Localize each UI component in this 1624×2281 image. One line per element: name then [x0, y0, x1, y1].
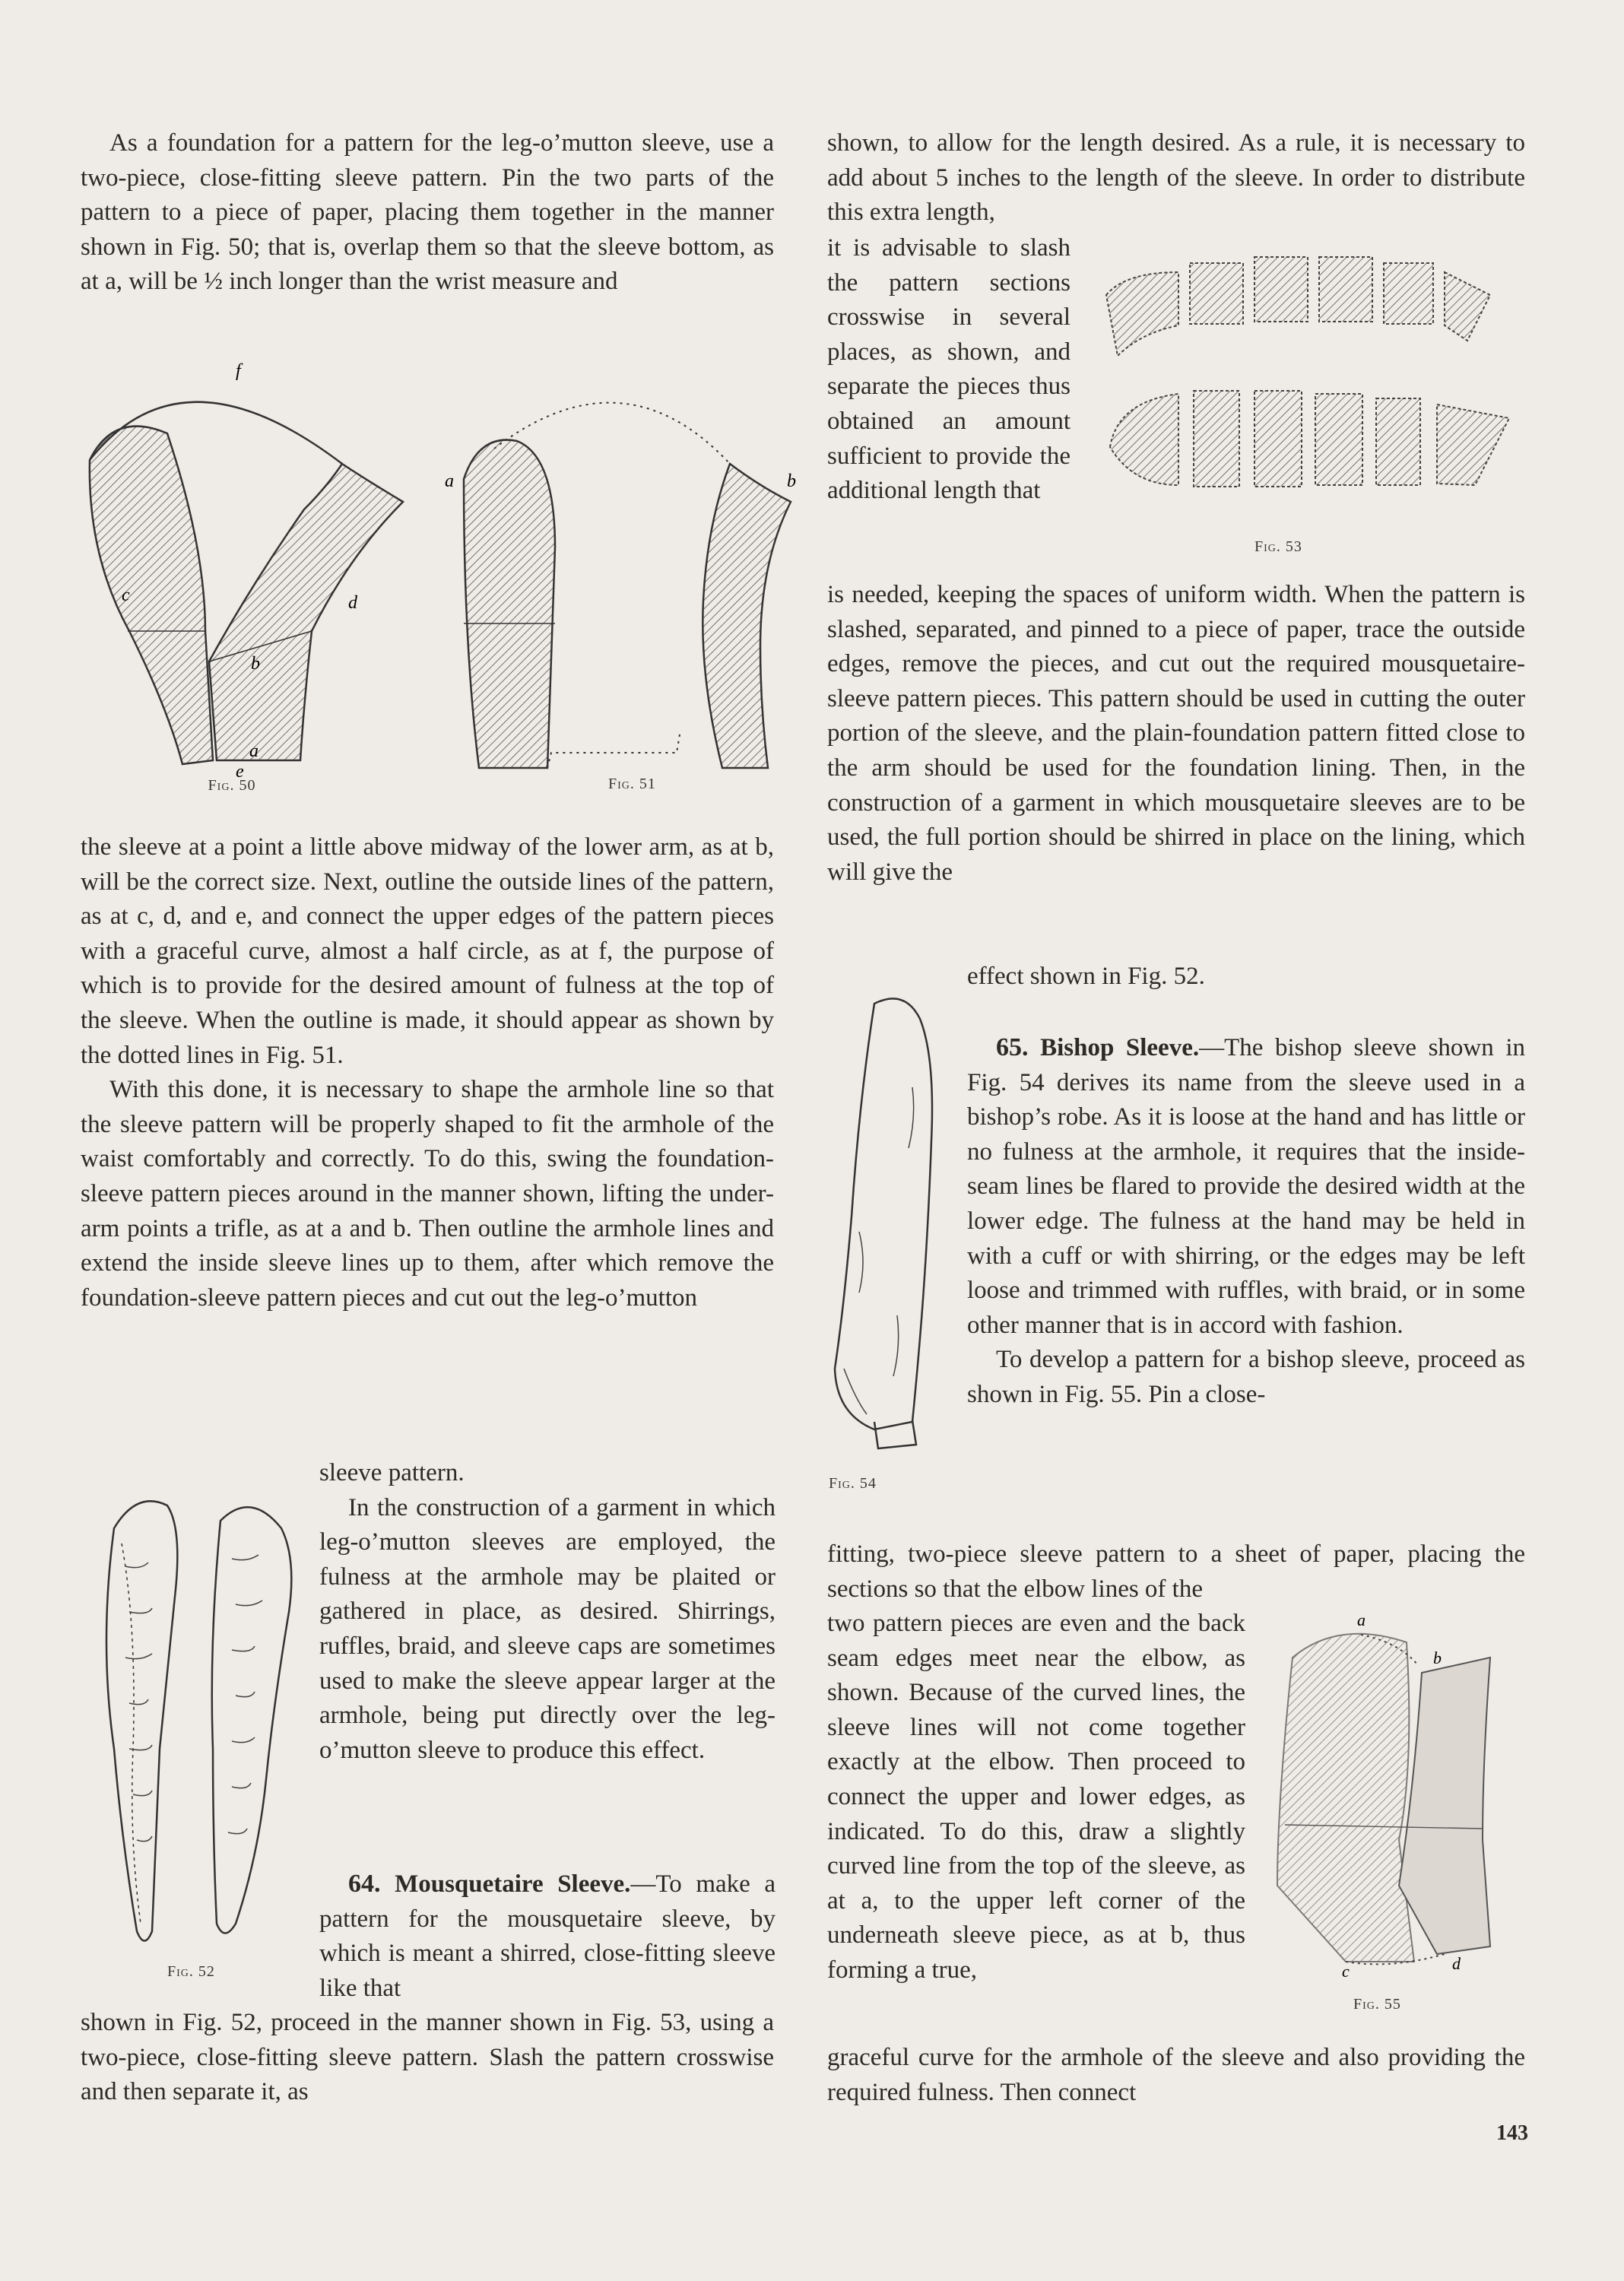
right-paragraph-2-narrow — [827, 1607, 1245, 1988]
bishop-develop-narrow: two pattern pieces are even and the back seam edges meet near the elbow, as shown. Because of the curved lines, the sleeve lines will not come together exactly at the elbow. Then proceed to connect the upper and lower edges, as indicated. To do this, draw a slightly curved line from the top of the sleeve, as at a, to the upper left corner of the underneath sleeve piece, as at b, thus forming a true, — [827, 1610, 1245, 1984]
section-64-text: —To make a pattern for the mousquetaire sleeve, by which is meant a shirred, close-fitting sleeve like that — [319, 1870, 776, 2002]
effect-text: effect shown in Fig. 52. — [967, 963, 1205, 990]
fig52-caption: Fig. 52 — [167, 1963, 215, 1980]
figure-55 — [1262, 1612, 1521, 2013]
fig50-under-piece — [209, 464, 403, 760]
bishop-develop-start: To develop a pattern for a bishop sleeve, proceed as shown in Fig. 55. Pin a close- — [967, 1346, 1525, 1408]
section-65-number: 65. — [996, 1033, 1029, 1061]
section-64-cont-text: shown in Fig. 52, proceed in the manner shown in Fig. 53, using a two-piece, close-fitting sleeve pattern. Slash the pattern crosswise and then separate it, as — [81, 2009, 774, 2106]
figure-52 — [68, 1475, 312, 1980]
fig55-caption: Fig. 55 — [1353, 1996, 1401, 2013]
left-paragraph-3-end — [319, 1456, 776, 1768]
intro-text: As a foundation for a pattern for the leg-o’mutton sleeve, use a two-piece, close-fitting sleeve pattern. Pin the two parts of the pattern to a piece of paper, placing them together in the manner shown in Fig. 50; that is, overlap them so that the sleeve bottom, as at a, will be ½ inch longer than the wrist measure and — [81, 129, 774, 296]
fig51-under-piece — [703, 464, 791, 768]
slash-text: it is advisable to slash the pattern sections crosswise in several places, as shown, and separate the pieces thus obtained an amount sufficient to provide the additional length that — [827, 234, 1071, 505]
section-65-paragraph — [967, 1030, 1525, 1343]
fig51-label-b: b — [787, 471, 796, 491]
section-64-start — [319, 1867, 776, 2006]
section-65-title: Bishop Sleeve. — [1040, 1034, 1200, 1061]
fig50-label-a: a — [249, 741, 259, 761]
fig54-drawing — [829, 988, 966, 1475]
section-64-title: Mousquetaire Sleeve. — [395, 1870, 631, 1898]
fig50-label-c: c — [122, 585, 130, 605]
outline-text: the sleeve at a point a little above midway of the lower arm, as at b, will be the correct size. Next, outline the outside lines of the pattern, as at c, d, and e, and connect the upper edges of the pattern pieces with a graceful curve, almost a half circle, as at f, the purpose of which is to provide for the desired amount of fulness at the top of the sleeve. When the outline is made, it should appear as shown by the dotted lines in Fig. 51. — [81, 833, 774, 1069]
right-paragraph-1-cont — [827, 578, 1525, 890]
fig50-drawing — [76, 357, 418, 783]
right-paragraph-2-full — [827, 1537, 1525, 1607]
fig52-sleeve-back — [212, 1507, 292, 1933]
fig50-caption: Fig. 50 — [208, 777, 256, 794]
left-paragraph-2 — [81, 830, 774, 1315]
fig50-upper-piece — [90, 427, 213, 764]
section-65-text: —The bishop sleeve shown in Fig. 54 derives its name from the sleeve used in a bishop’s robe. As it is loose at the hand and has little or no fulness at the armhole, it requires that the inside-seam lines be flared to provide the desired width at the lower edge. The fulness at the hand may be held in with a cuff or with shirring, or the edges may be left loose and trimmed with ruffles, with braid, or in some other manner that is in accord with fashion. — [967, 1034, 1525, 1339]
right-paragraph-1-end — [967, 960, 1525, 995]
fig54-caption: Fig. 54 — [829, 1475, 877, 1492]
armhole-text: With this done, it is necessary to shape the armhole line so that the sleeve pattern will be properly shaped to fit the armhole of the waist comfortably and correctly. To do this, swing the foundation-sleeve pattern pieces around in the manner shown, lifting the under-arm points a trifle, as at a and b. Then outline the armhole lines and extend the inside sleeve lines up to them, after which remove the foundation-sleeve pattern pieces and cut out the leg-o’mutton — [81, 1076, 774, 1312]
fig53-separated-pattern — [1110, 391, 1509, 487]
fig55-label-a: a — [1357, 1612, 1365, 1629]
fig51-caption: Fig. 51 — [608, 776, 656, 792]
fig55-under-piece — [1399, 1658, 1490, 1954]
figure-50 — [76, 357, 418, 795]
fig51-upper-piece — [464, 440, 555, 768]
construction-text: In the construction of a garment in which leg-o’mutton sleeves are employed, the fulness at the armhole may be plaited or gathered in place, as desired. Shirrings, ruffles, braid, and sleeve caps are sometimes used to make the sleeve appear larger at the armhole, being put directly over the leg-o’mutton sleeve to produce this effect. — [319, 1493, 776, 1764]
figure-54 — [829, 988, 966, 1492]
fig51-drawing — [441, 373, 806, 783]
sleeve-pattern-end: sleeve pattern. — [319, 1459, 465, 1486]
fig50-label-d: d — [348, 593, 357, 613]
figure-53 — [1095, 242, 1528, 555]
page-number: 143 — [1496, 2121, 1528, 2145]
right-narrow-paragraph — [827, 231, 1071, 509]
fig55-label-d: d — [1452, 1954, 1461, 1973]
fig52-drawing — [68, 1475, 312, 1962]
left-intro-paragraph — [81, 126, 774, 300]
fig50-label-b: b — [251, 654, 260, 674]
fig55-drawing — [1262, 1612, 1521, 1992]
fig50-label-f: f — [236, 361, 241, 381]
right-opening-text: shown, to allow for the length desired. As a rule, it is necessary to add about 5 inches to the length of the sleeve. In order to distribute this extra length, — [827, 129, 1525, 227]
fig52-sleeve-front — [106, 1501, 177, 1940]
right-paragraph-2-cont — [827, 2041, 1525, 2110]
section-64-paragraph — [319, 1867, 776, 2006]
fig51-label-a: a — [445, 471, 454, 491]
bishop-develop-cont: graceful curve for the armhole of the sleeve and also providing the required fulness. Then connect — [827, 2044, 1525, 2106]
bishop-develop-full: fitting, two-piece sleeve pattern to a sheet of paper, placing the sections so that the elbow lines of the — [827, 1540, 1525, 1603]
figure-51 — [441, 373, 806, 793]
fig50-label-e: e — [236, 762, 244, 782]
section-65 — [967, 1030, 1525, 1413]
fig54-bishop-sleeve — [835, 998, 932, 1429]
fig55-upper-piece — [1277, 1634, 1414, 1962]
right-paragraph-1 — [827, 126, 1525, 230]
fig53-original-pattern — [1106, 257, 1490, 356]
slash-continue-text: is needed, keeping the spaces of uniform width. When the pattern is slashed, separated, and pinned to a piece of paper, trace the outside edges, remove the pieces, and cut out the required mousquetaire-sleeve pattern pieces. This pattern should be used in cutting the outer portion of the sleeve, and the plain-foundation pattern fitted close to the arm should be used for the foundation lining. Then, in the construction of a garment in which mousquetaire sleeves are to be used, the full portion should be shirred in place on the lining, which will give the — [827, 581, 1525, 886]
section-64-number: 64. — [348, 1870, 381, 1898]
section-64-continued — [81, 2006, 774, 2110]
fig55-label-c: c — [1342, 1962, 1350, 1981]
fig55-label-b: b — [1433, 1648, 1442, 1667]
fig53-caption: Fig. 53 — [1254, 538, 1302, 555]
fig53-drawing — [1095, 242, 1528, 546]
